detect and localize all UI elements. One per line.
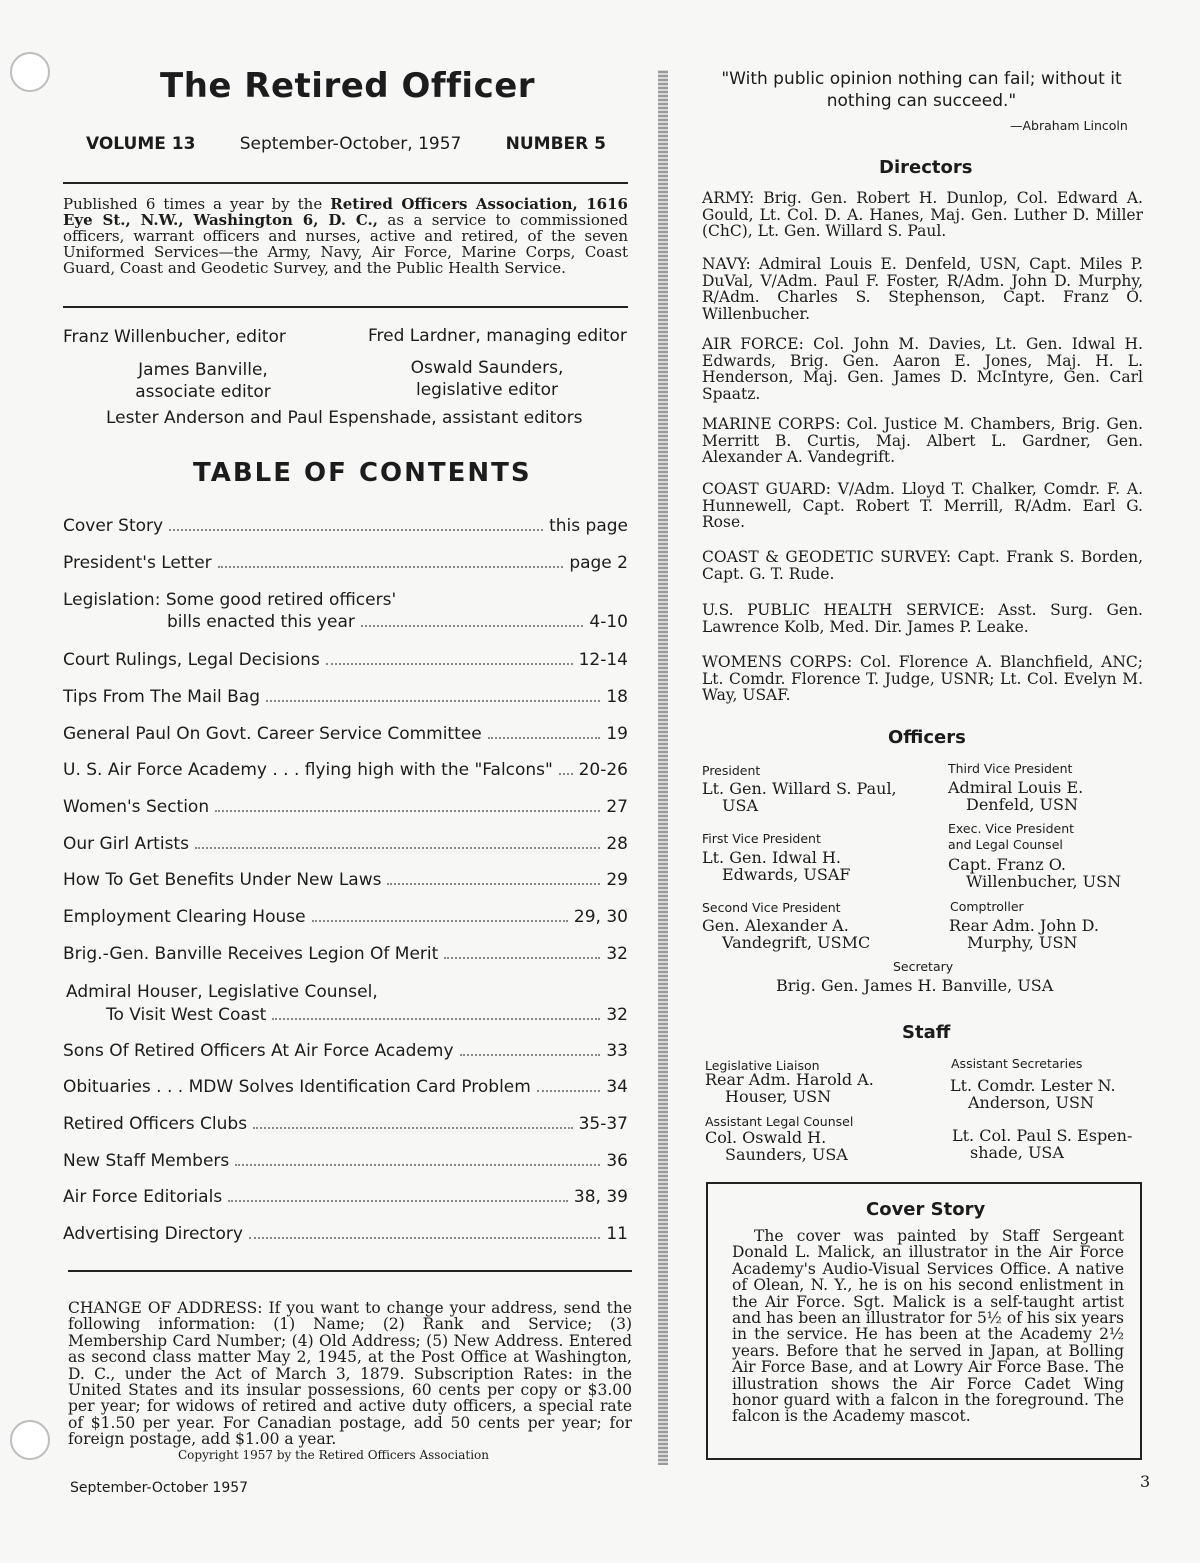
toc-leader [228,1200,568,1202]
toc-entry-page: 33 [606,1041,628,1061]
directors-marine-corps [702,416,1143,466]
toc-entry-title: Retired Officers Clubs [63,1114,248,1134]
quote-line-1: "With public opinion nothing can fail; without it [721,69,1122,89]
director-names: Col. Florence A. Blanchfield, ANC; Lt. Comdr. Florence T. Judge, USNR; Lt. Col. Evelyn M. Way, USAF. [702,653,1143,704]
toc-entry-page: 38, 39 [573,1187,628,1207]
officer-name-line: Willenbucher, USN [966,872,1122,891]
toc-entry-title: How To Get Benefits Under New Laws [63,870,382,890]
director-service: NAVY: [702,255,751,273]
toc-entry[interactable] [63,760,628,780]
legislative-editor-credit [382,357,592,401]
director-names: Admiral Louis E. Denfeld, USN, Capt. Miles P. DuVal, V/Adm. Paul F. Foster, R/Adm. John D. Murphy, R/Adm. Charles S. Stephenson, Capt. Franz O. Willenbucher. [702,255,1143,323]
volume-label: VOLUME 13 [86,134,196,154]
staff-name-line: Lt. Comdr. Lester N. [950,1076,1116,1095]
toc-entry-title: bills enacted this year [167,612,355,632]
officer-name-line: Lt. Gen. Willard S. Paul, [702,779,897,798]
toc-entry-title: Court Rulings, Legal Decisions [63,650,320,670]
toc-entry[interactable] [106,1005,628,1025]
toc-entry-title-line1: Legislation: Some good retired officers' [63,590,397,610]
pubinfo-text-2: as a service to commissioned officers, warrant officers and nurses, active and retired, of the seven Uniformed Services—the Army, Navy, Air Force, Marine Corps, Coast Guard, Coast and Geodetic Survey, and the Public Health Service. [63,211,628,277]
binder-hole-top [10,52,50,92]
toc-entry-page: 4-10 [589,612,628,632]
toc-entry-title: Sons Of Retired Officers At Air Force Academy [63,1041,454,1061]
legislative-liaison-name [705,1071,874,1105]
staff-name-line: Col. Oswald H. [705,1128,827,1147]
legislative-editor-role: legislative editor [415,380,559,400]
rule-pubinfo [63,306,628,308]
toc-leader [326,663,573,665]
page-number: 3 [1140,1472,1151,1491]
toc-heading: TABLE OF CONTENTS [193,458,532,488]
cover-story-text: The cover was painted by Staff Sergeant Donald L. Malick, an illustrator in the Air Force Academy's Audio-Visual Services Office. A native of Olean, N. Y., he is on his second enlistment in the Air Force. Sgt. Malick is a self-taught artist and has been an illustrator for 5½ of his six years in the service. He has been at the Academy 2½ years. Before that he served in Japan, at Bolling Air Force Base, and at Lowry Air Force Base. The illustration shows the Air Force Cadet Wing honor guard with a falcon in the foreground. The falcon is the Academy mascot. [732,1227,1124,1426]
issue-number: NUMBER 5 [505,134,606,154]
toc-leader [559,773,573,775]
toc-entry-page: 29 [606,870,628,890]
column-divider [658,70,668,1465]
toc-leader [253,1127,573,1129]
directors-womens-corps [702,654,1143,704]
toc-entry-title: Women's Section [63,797,210,817]
binder-hole-bottom [10,1420,50,1460]
second-vp-label: Second Vice President [702,900,841,915]
toc-leader [444,957,600,959]
toc-entry[interactable] [63,834,628,854]
toc-entry[interactable] [63,553,628,573]
toc-entry-page: 32 [606,944,628,964]
associate-editor-role: associate editor [135,382,271,402]
assistant-secretary-1-name [950,1077,1116,1111]
toc-leader [235,1164,600,1166]
exec-vp-name [948,856,1121,890]
president-name [702,780,897,814]
legal-counsel-label: Assistant Legal Counsel [705,1114,854,1129]
pubinfo-text-1: Published 6 times a year by the [63,195,331,213]
toc-entry-page: 11 [606,1224,628,1244]
director-service: COAST & GEODETIC SURVEY: [702,548,952,566]
officer-name-line: Admiral Louis E. [948,778,1084,797]
officer-name-line: Denfeld, USN [966,795,1078,814]
officer-name-line: Murphy, USN [967,933,1078,952]
toc-entry-page: this page [549,516,628,536]
toc-entry[interactable] [63,1114,628,1134]
staff-name-line: Rear Adm. Harold A. [705,1070,874,1089]
toc-entry[interactable] [63,797,628,817]
officer-name-line: Gen. Alexander A. [702,916,849,935]
managing-editor-credit: Fred Lardner, managing editor [368,326,627,346]
staff-name-line: Saunders, USA [725,1145,848,1164]
toc-leader [537,1090,601,1092]
masthead-line [86,134,606,154]
toc-entry-title: Advertising Directory [63,1224,243,1244]
copyright-notice: Copyright 1957 by the Retired Officers Association [178,1448,489,1462]
toc-entry-title: President's Letter [63,553,212,573]
toc-entry-title: Air Force Editorials [63,1187,223,1207]
officer-name-line: USA [722,796,758,815]
directors-navy [702,256,1143,322]
officer-name-line: Lt. Gen. Idwal H. [702,848,841,867]
toc-entry-page: page 2 [569,553,628,573]
toc-entry-title: Our Girl Artists [63,834,189,854]
toc-entry-page: 29, 30 [573,907,628,927]
toc-leader [460,1054,601,1056]
comptroller-label: Comptroller [950,899,1024,914]
director-names: Col. John M. Davies, Lt. Gen. Idwal H. Edwards, Brig. Gen. Aaron E. Jones, Maj. H. L. Henderson, Maj. Gen. James D. McIntyre, Gen. Carl Spaatz. [702,335,1143,403]
director-names: Col. Justice M. Chambers, Brig. Gen. Merritt B. Curtis, Maj. Albert L. Gardner, Gen. Alexander A. Vandegrift. [702,415,1143,466]
toc-entry[interactable] [63,1224,628,1244]
toc-entry-page: 18 [606,687,628,707]
toc-entry-page: 20-26 [578,760,628,780]
toc-entry[interactable] [63,907,628,927]
first-vp-label: First Vice President [702,831,821,846]
secretary-label: Secretary [893,959,954,974]
officer-name-line: Rear Adm. John D. [949,916,1100,935]
second-vp-name [702,917,870,951]
staff-name-line: Lt. Col. Paul S. Espen- [952,1126,1133,1145]
director-service: COAST GUARD: [702,480,831,498]
toc-entry[interactable] [167,612,628,632]
legal-counsel-name [705,1129,848,1163]
toc-entry[interactable] [63,687,628,707]
officers-heading: Officers [888,727,966,748]
director-service: AIR FORCE: [702,335,804,353]
director-names: Asst. Surg. Gen. Lawrence Kolb, Med. Dir. James P. Leake. [702,601,1143,636]
toc-entry-title: Brig.-Gen. Banville Receives Legion Of Merit [63,944,439,964]
rule-masthead [63,182,628,184]
directors-army [702,190,1143,240]
legislative-liaison-label: Legislative Liaison [705,1058,820,1073]
directors-coast-geodetic [702,549,1143,582]
officer-label-line: and Legal Counsel [948,837,1063,852]
pubinfo-address: Retired Officers Association, 1616 Eye St., N.W., Washington 6, D. C., [63,195,628,229]
issue-date: September-October, 1957 [239,134,462,154]
quote-line-2: nothing can succeed." [826,91,1017,111]
director-names: Capt. Frank S. Borden, Capt. G. T. Rude. [702,548,1144,583]
toc-leader [215,810,600,812]
president-label: President [702,763,761,778]
director-names: V/Adm. Lloyd T. Chalker, Comdr. F. A. Hunnewell, Capt. Robert T. Merrill, R/Adm. Earl G. Rose. [702,480,1143,531]
toc-leader [249,1237,600,1239]
toc-entry[interactable] [63,650,628,670]
directors-air-force [702,336,1143,402]
publication-title: The Retired Officer [160,66,536,106]
director-service: U.S. PUBLIC HEALTH SERVICE: [702,601,985,619]
associate-editor-name: James Banville, [138,360,268,380]
assistant-secretaries-label: Assistant Secretaries [951,1056,1083,1071]
secretary-name: Brig. Gen. James H. Banville, USA [776,976,1054,995]
toc-entry-page: 36 [606,1151,628,1171]
toc-entry[interactable] [63,724,628,744]
toc-entry[interactable] [63,870,628,890]
toc-entry-page: 12-14 [578,650,628,670]
toc-entry-page: 19 [606,724,628,744]
toc-leader [312,920,568,922]
toc-entry[interactable] [63,1151,628,1171]
toc-leader [488,737,601,739]
toc-leader [387,883,600,885]
staff-name-line: Anderson, USN [968,1093,1094,1112]
directors-public-health [702,602,1143,635]
director-service: ARMY: [702,189,755,207]
toc-entry-title-line1: Admiral Houser, Legislative Counsel, [66,982,378,1002]
toc-entry-page: 32 [606,1005,628,1025]
officer-name-line: Capt. Franz O. [948,855,1066,874]
director-service: WOMENS CORPS: [702,653,853,671]
cover-story-heading: Cover Story [866,1199,986,1220]
officer-name-line: Vandegrift, USMC [722,933,871,952]
directors-coast-guard [702,481,1143,531]
toc-entry-title: Obituaries . . . MDW Solves Identification Card Problem [63,1077,531,1097]
staff-name-line: Houser, USN [725,1087,832,1106]
toc-leader [195,847,600,849]
toc-entry-page: 27 [606,797,628,817]
officer-name-line: Edwards, USAF [722,865,851,884]
third-vp-name [948,779,1083,813]
comptroller-name [949,917,1099,951]
toc-entry-title: Tips From The Mail Bag [63,687,260,707]
toc-entry-page: 28 [606,834,628,854]
rule-toc-bottom [68,1270,632,1272]
associate-editor-credit [113,359,293,403]
toc-entry-title: New Staff Members [63,1151,230,1171]
toc-leader [361,625,584,627]
legislative-editor-name: Oswald Saunders, [410,358,564,378]
toc-leader [266,700,600,702]
assistant-secretary-2-name [952,1127,1132,1161]
assistant-editors-credit: Lester Anderson and Paul Espenshade, assistant editors [106,408,583,428]
editor-credit: Franz Willenbucher, editor [63,327,286,347]
directors-heading: Directors [879,157,973,178]
change-of-address-notice: CHANGE OF ADDRESS: If you want to change your address, send the following information: (1) Name; (2) Rank and Service; (3) Membership Card Number; (4) Old Address; (5) New Address. Entered as second class matter May 2, 1945, at the Post Office at Washington, D. C., under the Act of March 3, 1879. Subscription Rates: in the United States and its insular possessions, 60 cents per copy or $3.00 per year; for widows of retired and active duty officers, a special rate of $1.50 per year. For Canadian postage, add 50 cents per year; for foreign postage, add $1.00 a year. [68,1299,632,1449]
toc-entry-title: To Visit West Coast [106,1005,267,1025]
toc-entry-page: 34 [606,1077,628,1097]
exec-vp-label [948,821,1074,853]
officer-label-line: Exec. Vice President [948,821,1075,836]
toc-entry-title: Employment Clearing House [63,907,306,927]
staff-name-line: shade, USA [970,1143,1064,1162]
toc-entry[interactable] [63,1187,628,1207]
director-names: Brig. Gen. Robert H. Dunlop, Col. Edward A. Gould, Lt. Col. D. A. Hanes, Maj. Gen. Luther D. Miller (ChC), Lt. Gen. Willard S. Paul. [702,189,1143,240]
toc-entry-title: U. S. Air Force Academy . . . flying high with the "Falcons" [63,760,553,780]
toc-leader [169,529,543,531]
toc-entry-page: 35-37 [578,1114,628,1134]
toc-entry[interactable] [63,1041,628,1061]
toc-leader [272,1018,600,1020]
first-vp-name [702,849,851,883]
toc-entry-title: General Paul On Govt. Career Service Committee [63,724,482,744]
publication-info [63,196,628,276]
third-vp-label: Third Vice President [948,761,1073,776]
director-service: MARINE CORPS: [702,415,841,433]
footer-date: September-October 1957 [70,1480,249,1496]
staff-heading: Staff [902,1022,951,1043]
toc-entry[interactable] [63,516,628,536]
lincoln-quote [700,68,1143,112]
toc-entry[interactable] [63,1077,628,1097]
quote-attribution: —Abraham Lincoln [1010,118,1128,133]
toc-entry-title: Cover Story [63,516,164,536]
toc-entry[interactable] [63,944,628,964]
toc-leader [218,566,564,568]
